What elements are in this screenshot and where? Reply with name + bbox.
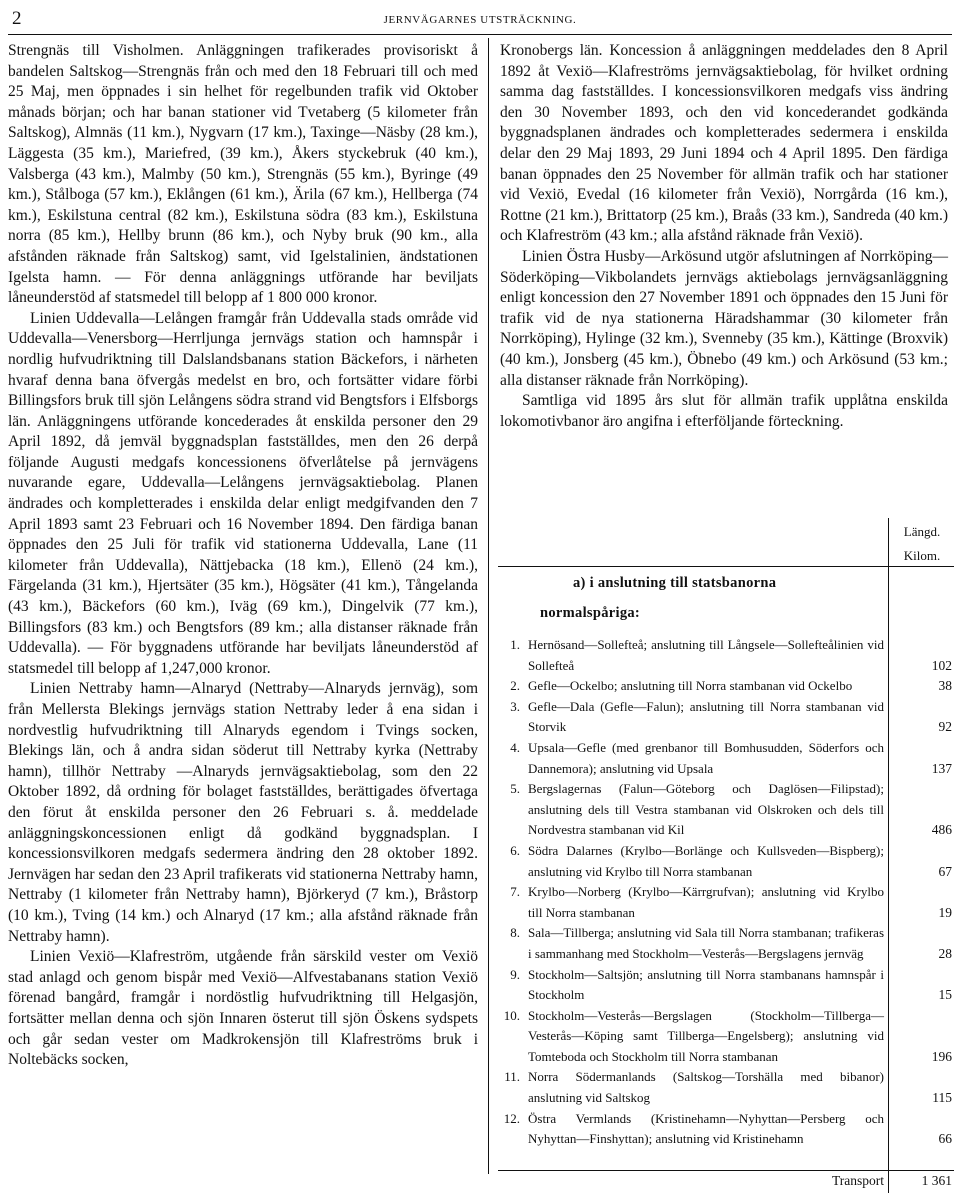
row-description: Bergslagernas (Falun—Göteborg och Daglösen—Filipstad); anslutning dels till Vestra stambanan vid Olskroken och dels till Nordvestra stambanan vid Kil (528, 781, 884, 838)
table-row (498, 841, 954, 882)
row-description: Hernösand—Sollefteå; anslutning till Långsele—Sollefteålinien vid Sollefteå (528, 637, 884, 673)
row-description: Sala—Tillberga; anslutning vid Sala till Norra stambanan; trafikeras i sammanhang med Stockholm—Vesterås—Bergslagens jernväg (528, 925, 884, 961)
row-number: 5. (510, 781, 520, 797)
transport-label: Transport (831, 1173, 884, 1188)
row-description: Norra Södermanlands (Saltskog—Torshälla med bibanor) anslutning vid Saltskog (528, 1069, 884, 1106)
row-length: 67 (938, 863, 952, 879)
row-length: 38 (938, 678, 952, 694)
row-description: Gefle—Ockelbo; anslutning till Norra stambanan vid Ockelbo (528, 678, 853, 694)
subsection-heading: normalspåriga: (540, 605, 641, 621)
paragraph-vexio-klafrestrom: Linien Vexiö—Klafreström, utgående från särskild vester om Vexiö stad anlagd och genom bispår med Vexiö—Alfvestabanans station Vexiö förenad bangård, framgår i nordöstlig hufvudriktning till Helgasjön, fortsätter mellan denna och sjön Innaren österut till sjön Öskens sydspets och går sedan vester om Madkrokensjön till Klafreströms bruk i Noltebäcks socken, (8, 948, 478, 1069)
row-number: 2. (510, 678, 520, 694)
length-unit-header: Kilom. (903, 548, 941, 563)
paragraph-samtliga: Samtliga vid 1895 års slut för allmän trafik upplåtna enskilda lokomotivbanor äro angifna i efterföljande förteckning. (500, 392, 948, 430)
section-heading: a) i anslutning till statsbanorna (573, 575, 777, 591)
paragraph-ostra-husby: Linien Östra Husby—Arkösund utgör afslutningen af Norrköping—Söderköping—Vikbolandets jernvägs aktiebolags jernvägsanläggning enligt koncession den 27 November 1891 och öppnades den 15 Juni för trafik vid de nya stationerna Häradshammar (30 kilometer från Norrköping), Hylinge (32 km.), Svenneby (35 km.), Kättinge (Broxvik) (40 km.), Jonsberg (45 km.), Öbnebo (49 km.) och Arkösund (53 km.; alla distanser räknade från Norrköping). (500, 247, 948, 389)
row-length: 115 (932, 1090, 952, 1106)
paragraph-strengnas: Strengnäs till Visholmen. Anläggningen trafikerades provisoriskt å bandelen Saltskog—Strengnäs från och med den 18 Februari till och med 25 Maj, men öppnades i sin helhet för regelbunden trafik vid Oktober månads början; och har banan stationer vid Tvetaberg (5 kilometer från Saltskog), Almnäs (11 km.), Nygvarn (17 km.), Taxinge—Näsby (28 km.), Läggesta (35 km.), Mariefred, (39 km.), Åkers styckebruk (40 km.), Valsberga (43 km.), Malmby (50 km.), Strengnäs (55 km.), Byringe (49 km.), Stålboga (57 km.), Eklången (61 km.), Ärila (67 km.), Hellberga (74 km.), Eskilstuna central (82 km.), Eskilstuna södra (83 km.), Eskilstuna norra (85 km.), Hellby brunn (86 km.), och Nyby bruk (90 km., alla afstånden räknade från Saltskog) samt, vid Igelstalinien, ändstationen Igelsta hamn. — För denna anläggnings utförande har beviljats låneunderstöd af statsmedel till belopp af 1 800 000 kronor. (8, 42, 478, 307)
row-length: 19 (938, 904, 952, 920)
row-number: 6. (510, 842, 520, 858)
table-body (498, 567, 954, 1170)
row-number: 9. (510, 966, 520, 982)
paragraph-uddevalla-lelangen: Linien Uddevalla—Lelången framgår från Uddevalla stads område vid Uddevalla—Venersborg—Herrljunga jernvägs station och hamnspår i nordlig hufvudriktning till Dalslandsbanans station Bäckefors, i närheten hvaraf denna bana öfvergås medelst en bro, och fortsätter vidare förbi Billingsfors bruk till sjön Lelångens södra strand vid Bengtsfors i Elfsborgs län. Anläggningens utförande koncederades åt enskilda personer den 29 April 1892, då jemväl byggnadsplan fastställdes, men den 26 derpå följande Augusti medgafs koncessionens öfverlåtelse på jernvägens nuvarande egare, Uddevalla—Lelångens jernvägsaktiebolag. Planen ändrades och kompletterades i enskilda delar enligt medgifvanden den 7 April 1893 samt 23 Februari och 16 November 1894. Den färdiga banan öppnades den 25 Juli för trafik vid stationerna Uddevalla, Lane (11 kilometer från Uddevalla), Nättjebacka (18 km.), Ellenö (24 km.), Färgelanda (31 km.), Hjertsäter (35 km.), Högsäter (41 km.), Tångelanda (43 km.), Bäckefors (60 km.), Iväg (69 km.), Dingelvik (77 km.), Billingsfors (83 km.) och Bengtsfors (89 km.; alla distanser räknade från Uddevalla). — För byggnadens utförande har beviljats låneunderstöd af statsmedel till belopp af 1,247,000 kronor. (8, 309, 478, 677)
transport-value: 1 361 (921, 1173, 952, 1188)
paragraph-kronobergs: Kronobergs län. Koncession å anläggningen meddelades den 8 April 1892 åt Vexiö—Klafreströms jernvägsaktiebolag, för hvilket ordning samma dag fastställdes. I koncessionsvilkoren medgafs viss ändring den 30 November 1893, och den vid koncederandet godkända byggnadsplanen ändrades och kompletterades sedermera i enskilda delar den 29 Maj 1893, 29 Juni 1894 och 4 April 1895. Den färdiga banan öppnades den 25 November för allmän trafik och har stationer vid Vexiö, Evedal (16 kilometer från Vexiö), Norrgårda (16 km.), Rottne (21 km.), Brittatorp (25 km.), Braås (33 km.), Sandreda (40 km.) och Klafreström (43 km.; alla afstånd räknade från Vexiö). (500, 42, 948, 245)
railway-table (498, 518, 954, 1193)
row-description: Södra Dalarnes (Krylbo—Borlänge och Kullsveden—Bispberg); anslutning vid Krylbo till Norra stambanan (528, 842, 884, 879)
row-description: Stockholm—Vesterås—Bergslagen (Stockholm—Tillberga—Vesterås—Köping samt Tillberga—Engelsberg); anslutning vid Tomteboda och Stockholm till Norra stambanan (528, 1007, 884, 1064)
row-length: 196 (931, 1048, 952, 1064)
table-row (498, 1109, 954, 1150)
table-row (498, 923, 954, 964)
table-header-divider (888, 518, 889, 566)
row-number: 3. (510, 698, 520, 714)
table-row (498, 676, 954, 697)
row-length: 486 (931, 822, 952, 838)
row-description: Östra Vermlands (Kristinehamn—Nyhyttan—Persberg och Nyhyttan—Finshyttan); anslutning vid Kristinehamn (528, 1110, 884, 1147)
column-divider (488, 38, 489, 1174)
row-number: 8. (510, 925, 520, 941)
page-header (8, 6, 952, 35)
page-number: 2 (12, 8, 22, 29)
running-title: JERNVÄGARNES UTSTRÄCKNING. (383, 14, 577, 26)
row-length: 66 (938, 1131, 952, 1147)
row-description: Krylbo—Norberg (Krylbo—Kärrgrufvan); anslutning vid Krylbo till Norra stambanan (528, 884, 884, 920)
table-row (498, 738, 954, 779)
transport-row (498, 1170, 954, 1193)
row-number: 7. (510, 884, 520, 900)
row-number: 12. (503, 1110, 520, 1126)
left-column (8, 41, 478, 1071)
table-row (498, 697, 954, 738)
table-row (498, 965, 954, 1006)
row-description: Gefle—Dala (Gefle—Falun); anslutning till Norra stambanan vid Storvik (528, 698, 884, 735)
table-row (498, 1006, 954, 1068)
row-length: 15 (938, 987, 952, 1003)
right-column (500, 41, 948, 432)
row-length: 92 (938, 719, 952, 735)
transport-divider (888, 1171, 889, 1193)
row-number: 1. (510, 637, 520, 652)
table-row (498, 779, 954, 841)
table-row (498, 1067, 954, 1108)
table-row (498, 882, 954, 923)
row-number: 11. (504, 1069, 520, 1085)
row-number: 4. (510, 739, 520, 755)
table-rows (498, 635, 954, 1150)
table-row (498, 635, 954, 676)
table-header (498, 518, 954, 567)
row-description: Stockholm—Saltsjön; anslutning till Norra stambanans hamnspår i Stockholm (528, 966, 884, 1003)
length-header: Längd. (903, 524, 941, 539)
row-length: 137 (931, 760, 952, 776)
row-length: 102 (931, 657, 952, 673)
row-length: 28 (938, 945, 952, 961)
row-number: 10. (503, 1007, 520, 1023)
paragraph-nettraby-alnaryd: Linien Nettraby hamn—Alnaryd (Nettraby—Alnaryds jernväg), som från Mellersta Blekings jernvägs station Nettraby leder å ena sidan i nordvestlig hufvudriktning till Alnaryds egendom i Tvings socken, Blekings län, och å andra sidan söderut till Nettraby kyrka (Nettraby hamn), tillhör Nettraby —Alnaryds jernvägsaktiebolag, som den 22 Oktober 1892, då ordning för bolaget fastställdes, berättigades öfvertaga den förut åt enskilda personer den 26 Februari s. å. meddelade anläggningskoncessionen enligt då godkänd byggnadsplan. I koncessionsvilkoren medgafs sedermera ändring den 28 oktober 1892. Jernvägen har sedan den 23 April trafikerats vid stationerna Nettraby hamn, Nettraby (1 kilometer från Nettraby hamn), Björkeryd (7 km.), Bråstorp (10 km.), Tving (14 km.) och Alnaryd (17 km.; alla afstånd räknade från Nettraby hamn). (8, 680, 478, 945)
row-description: Upsala—Gefle (med grenbanor till Bomhusudden, Söderfors och Dannemora); anslutning vid Upsala (528, 739, 884, 776)
